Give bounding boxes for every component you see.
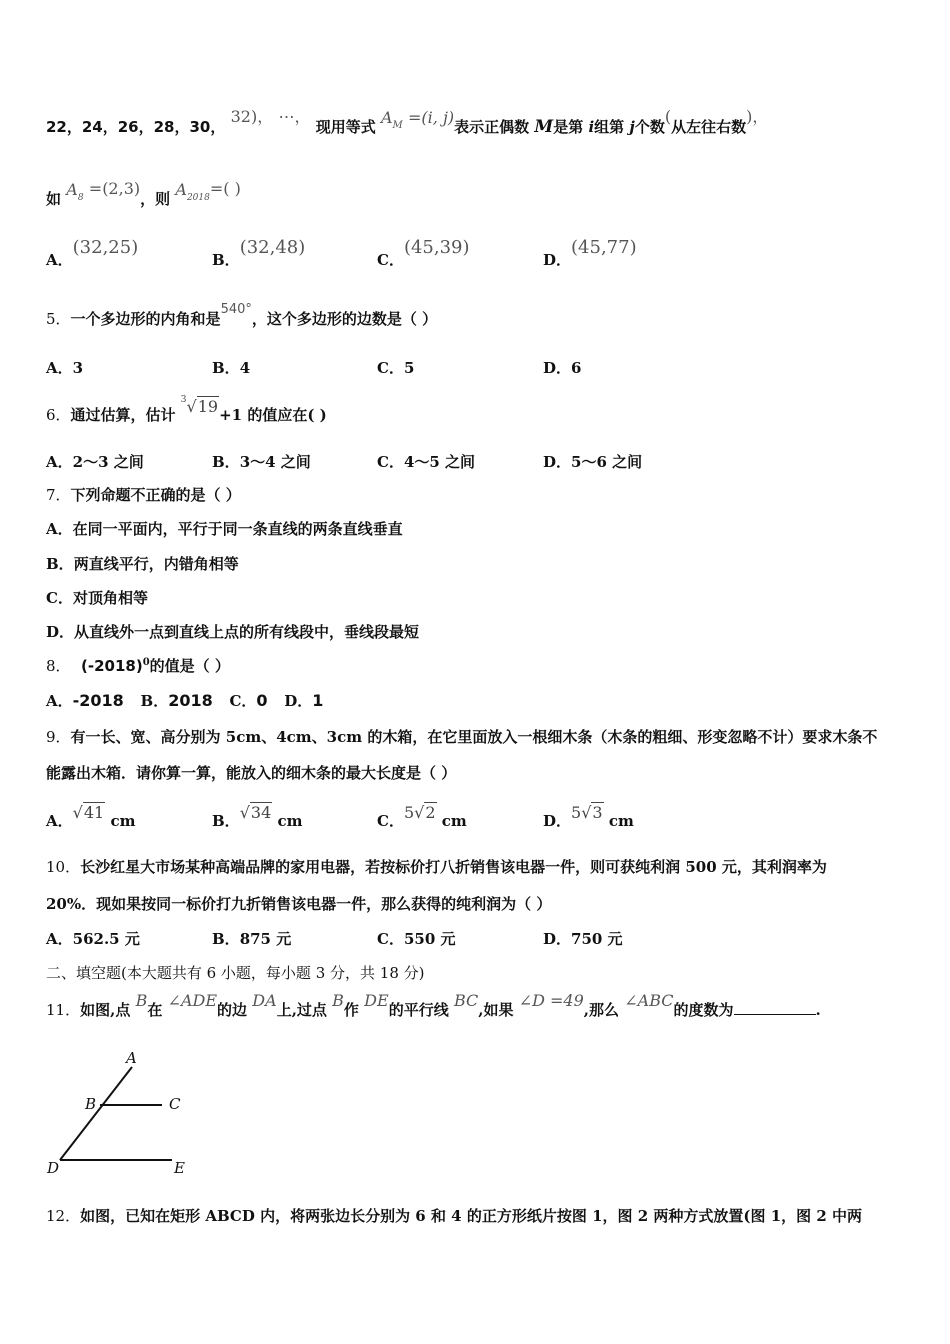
- q9-option-c: [377, 803, 467, 831]
- q6-root-value: 19: [197, 397, 219, 416]
- q6-option-a-label: A．: [46, 453, 73, 471]
- q11-angle-D: ∠D =49: [518, 991, 584, 1010]
- q5-option-a: [46, 357, 83, 378]
- q4-text-5: 个数: [634, 118, 665, 136]
- q8-option-b-value: 2018: [168, 691, 213, 710]
- q9-option-d: [543, 803, 634, 831]
- q9-option-a-unit: cm: [110, 812, 136, 830]
- q4-text-4: 组第: [594, 118, 625, 136]
- q11-text-2: 在: [147, 1001, 163, 1019]
- q6-option-b-value: 3～4 之间: [239, 453, 311, 471]
- q10-number: 10．: [46, 858, 81, 876]
- q11-label-E: E: [174, 1159, 185, 1177]
- q10-option-d: [543, 928, 623, 949]
- q4-line2-a: 如: [46, 190, 62, 208]
- q7-option-d: [46, 621, 419, 642]
- q7-option-a: [46, 518, 403, 539]
- q5-option-a-value: 3: [72, 359, 84, 377]
- q5-degree: 540°: [220, 302, 252, 317]
- q11-text-7: ,如果: [478, 1001, 514, 1019]
- q7-option-c-value: 对顶角相等: [72, 589, 148, 607]
- q12-text-1: 如图，已知在矩形 ABCD 内，将两张边长分别为 6 和 4 的正方形纸片按图 1，图 2 两种方式放置(图 1，图 2 中两: [80, 1207, 863, 1225]
- q9-option-c-root: 2: [425, 803, 436, 822]
- q5-option-c-label: C．: [377, 359, 404, 377]
- q6-option-d-value: 5～6 之间: [571, 453, 643, 471]
- q6-cube-root: $^3$√19: [180, 394, 219, 416]
- q11-segment-DA: DA: [252, 991, 277, 1010]
- q7-option-c: [46, 587, 148, 608]
- q6-number: 6．: [46, 406, 71, 424]
- q9-option-c-label: C．: [377, 812, 404, 830]
- q5-option-d-value: 6: [571, 359, 582, 377]
- q9-option-b-root: 34: [250, 803, 272, 822]
- q4-eq-rest: =(i, j): [408, 108, 455, 127]
- q6-text-2: +1 的值应在( ): [219, 406, 327, 424]
- q11-point-B: B: [135, 991, 148, 1010]
- q4-option-a-value: (32,25): [72, 237, 139, 258]
- q4-text-1: 现用等式: [315, 118, 376, 136]
- q11-line-DA: [60, 1067, 132, 1160]
- q8-option-a-value: -2018: [72, 691, 124, 710]
- q8-expression: (-2018): [81, 657, 143, 675]
- q8-option-c-value: 0: [256, 691, 268, 710]
- q4-option-d-label: D．: [543, 251, 572, 269]
- q5-option-d: [543, 357, 581, 378]
- q9-option-d-label: D．: [543, 812, 572, 830]
- q4-i: i: [588, 118, 595, 136]
- q8-exponent: 0: [142, 657, 150, 668]
- q11-angle-ADE: ∠ADE: [167, 991, 218, 1010]
- q9-option-c-unit: cm: [441, 812, 467, 830]
- q9-option-b: [212, 803, 303, 831]
- q6-option-a: [46, 451, 144, 472]
- q7-option-d-value: 从直线外一点到直线上点的所有线段中，垂线段最短: [74, 623, 420, 641]
- q6-text-1: 通过估算，估计: [70, 406, 176, 424]
- q8-options: [46, 690, 323, 711]
- q4-example-val: =(2,3): [88, 179, 141, 198]
- q7-option-c-label: C．: [46, 589, 73, 607]
- q4-option-d-value: (45,77): [571, 237, 637, 258]
- q11-text-4: 上,过点: [276, 1001, 327, 1019]
- q7-option-b-value: 两直线平行，内错角相等: [73, 555, 239, 573]
- q10-option-c-label: C．: [377, 930, 404, 948]
- q4-j: j: [629, 118, 635, 136]
- q9-option-b-unit: cm: [277, 812, 303, 830]
- q4-dots: ⋯，: [278, 107, 311, 126]
- q11-angle-ABC: ∠ABC: [624, 991, 674, 1010]
- q4-M: M: [534, 117, 554, 137]
- q11-text-6: 的平行线: [388, 1001, 449, 1019]
- q8-option-b-label: B．: [140, 692, 169, 710]
- q9-text-1: 有一长、宽、高分别为 5cm、4cm、3cm 的木箱，在它里面放入一根细木条（木条的粗细、形变忽略不计）要求木条不: [70, 728, 878, 746]
- q7-stem: [46, 484, 241, 505]
- q11-text-8: ,那么: [583, 1001, 620, 1019]
- q6-option-d: [543, 451, 642, 472]
- q4-example-A: A: [66, 180, 78, 199]
- q6-option-c-label: C．: [377, 453, 404, 471]
- q6-root-index: 3: [180, 394, 187, 405]
- q9-option-a: [46, 803, 136, 831]
- q9-text-2: 能露出木箱．请你算一算，能放入的细木条的最大长度是（ ）: [46, 764, 457, 782]
- q7-option-b-label: B．: [46, 555, 74, 573]
- q5-option-c-value: 5: [403, 359, 415, 377]
- q10-option-b-value: 875 元: [239, 930, 292, 948]
- q9-line2: [46, 762, 456, 783]
- q10-option-d-label: D．: [543, 930, 572, 948]
- q4-text-6: 从左往右数: [671, 118, 747, 136]
- q7-option-b: [46, 553, 239, 574]
- q6-option-a-value: 2～3 之间: [72, 453, 144, 471]
- q11-segment-BC: BC: [453, 991, 479, 1010]
- q5-option-d-label: D．: [543, 359, 572, 377]
- q11-label-B: B: [85, 1095, 97, 1113]
- q4-option-c: [377, 237, 470, 270]
- q9-option-a-radical: √41: [72, 803, 105, 822]
- q4-option-b-value: (32,48): [239, 237, 306, 258]
- q9-option-d-radical: 5√3: [571, 803, 603, 822]
- q11-point-B-2: B: [332, 991, 344, 1010]
- q4-option-d: [543, 237, 637, 270]
- q11-text-1: 如图,点: [80, 1001, 131, 1019]
- q9-option-c-coef: 5: [403, 803, 415, 822]
- q5-option-b-label: B．: [212, 359, 240, 377]
- q8-option-d-value: 1: [312, 691, 324, 710]
- q4-option-a: [46, 237, 139, 270]
- q10-option-a: [46, 928, 140, 949]
- q9-option-a-root: 41: [83, 803, 105, 822]
- q10-option-d-value: 750 元: [571, 930, 623, 948]
- q9-number: 9．: [46, 728, 71, 746]
- q7-option-a-label: A．: [46, 520, 73, 538]
- q9-option-b-radical: √34: [239, 803, 272, 822]
- q5-stem: [46, 302, 438, 329]
- q11-segment-DE: DE: [364, 991, 389, 1010]
- q12-number: 12．: [46, 1207, 81, 1225]
- q8-option-a-label: A．: [46, 692, 73, 710]
- q4-option-c-label: C．: [377, 251, 404, 269]
- q4-line1: [46, 107, 769, 137]
- q10-option-c: [377, 928, 456, 949]
- q6-option-c: [377, 451, 475, 472]
- q11-figure: [40, 1045, 200, 1180]
- q4-sequence-cont: 32)，: [230, 107, 274, 126]
- q5-option-b: [212, 357, 250, 378]
- q10-option-a-value: 562.5 元: [72, 930, 140, 948]
- q4-paren-open: (: [664, 107, 672, 126]
- q8-text: 的值是（ ）: [149, 657, 230, 675]
- q4-sequence: 22，24，26，28，30，: [46, 118, 226, 136]
- q4-ask-A: A: [175, 180, 187, 199]
- q6-option-b: [212, 451, 311, 472]
- q11-label-C: C: [169, 1095, 181, 1113]
- q5-text-2: ，这个多边形的边数是（ ）: [251, 310, 438, 328]
- q7-option-d-label: D．: [46, 623, 75, 641]
- q4-line2-b: ，则: [140, 190, 171, 208]
- q11-text-9: 的度数为: [673, 1001, 734, 1019]
- q10-option-b-label: B．: [212, 930, 240, 948]
- q10-option-b: [212, 928, 291, 949]
- q7-number: 7．: [46, 486, 71, 504]
- q4-text-3: 是第: [553, 118, 584, 136]
- q9-option-d-unit: cm: [608, 812, 634, 830]
- q11-label-A: A: [126, 1049, 137, 1067]
- q4-option-c-value: (45,39): [403, 237, 470, 258]
- q10-line2: [46, 893, 551, 914]
- q9-line1: [46, 726, 877, 747]
- q6-option-c-value: 4～5 之间: [403, 453, 476, 471]
- q6-stem: [46, 394, 327, 425]
- q5-text-1: 一个多边形的内角和是: [70, 310, 221, 328]
- q8-option-d-label: D．: [284, 692, 313, 710]
- q8-option-c-label: C．: [229, 692, 257, 710]
- q5-option-c: [377, 357, 414, 378]
- q9-option-a-label: A．: [46, 812, 73, 830]
- q6-option-b-label: B．: [212, 453, 240, 471]
- q10-line1: [46, 856, 827, 877]
- q8-stem: [46, 655, 230, 676]
- q4-option-a-label: A．: [46, 251, 73, 269]
- q4-ask-rest: =( ): [209, 179, 241, 198]
- q9-option-d-coef: 5: [571, 803, 582, 822]
- q5-number: 5．: [46, 310, 71, 328]
- q4-option-b: [212, 237, 306, 270]
- q10-option-a-label: A．: [46, 930, 73, 948]
- q7-option-a-value: 在同一平面内，平行于同一条直线的两条直线垂直: [72, 520, 403, 538]
- q11-answer-blank[interactable]: [734, 1002, 816, 1015]
- q4-text-2: 表示正偶数: [454, 118, 530, 136]
- q10-option-c-value: 550 元: [403, 930, 456, 948]
- q5-option-a-label: A．: [46, 359, 73, 377]
- q11-text-10: .: [815, 1001, 821, 1019]
- q8-number: 8．: [46, 657, 71, 675]
- q12-stem: [46, 1205, 862, 1226]
- q4-option-b-label: B．: [212, 251, 240, 269]
- q11-stem: [46, 991, 821, 1020]
- section-2-title: 二、填空题(本大题共有 6 小题，每小题 3 分，共 18 分): [46, 964, 425, 982]
- q5-option-b-value: 4: [239, 359, 251, 377]
- q4-eq-A: A: [380, 108, 393, 127]
- q10-text-2: 20%．现如果按同一标价打九折销售该电器一件，那么获得的纯利润为（ ）: [46, 895, 552, 913]
- q4-eq-sub: M: [392, 120, 403, 131]
- q11-text-5: 作: [343, 1001, 359, 1019]
- q4-example-sub: 8: [77, 193, 84, 203]
- q9-option-d-root: 3: [592, 803, 603, 822]
- q4-line2: [46, 179, 241, 209]
- q9-option-b-label: B．: [212, 812, 240, 830]
- q11-text-3: 的边: [217, 1001, 248, 1019]
- q4-ask-sub: 2018: [186, 193, 210, 203]
- q9-option-c-radical: 5√2: [403, 803, 436, 822]
- q6-option-d-label: D．: [543, 453, 572, 471]
- q4-paren-close: )，: [746, 107, 769, 126]
- q11-number: 11．: [46, 1001, 81, 1019]
- q11-label-D: D: [47, 1159, 60, 1177]
- q7-text: 下列命题不正确的是（ ）: [70, 486, 241, 504]
- q10-text-1: 长沙红星大市场某种高端品牌的家用电器，若按标价打八折销售该电器一件，则可获纯利润 500 元，其利润率为: [80, 858, 827, 876]
